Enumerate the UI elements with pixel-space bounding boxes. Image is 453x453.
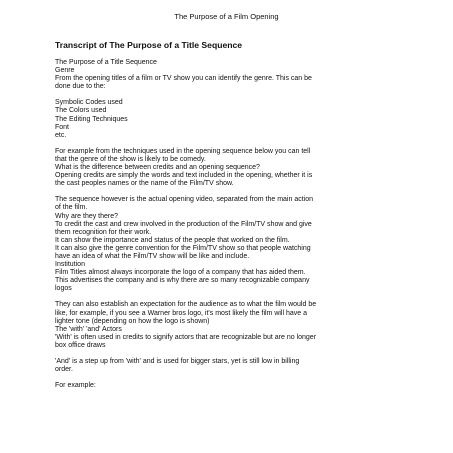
paragraph-example — [55, 382, 405, 390]
text-line: done due to the: — [55, 83, 106, 91]
text-line: the cast peoples names or the name of the Film/TV show. — [55, 180, 234, 188]
text-line: What is the difference between credits and an opening sequence? — [55, 164, 260, 172]
text-line: This advertises the company and is why there are so many recognizable company — [55, 277, 310, 285]
text-line: Institution — [55, 261, 85, 269]
text-line: The Purpose of a Title Sequence — [55, 59, 157, 66]
running-header: The Purpose of a Film Opening — [174, 12, 279, 21]
document-title: Transcript of The Purpose of a Title Sequence — [55, 40, 243, 50]
text-line: of the film. — [55, 204, 88, 212]
text-line: that the genre of the show is likely to be comedy. — [55, 155, 206, 163]
paragraph-and-billing — [55, 358, 405, 374]
text-line: Genre — [55, 67, 75, 75]
text-line: For example from the techniques used in the opening sequence below you can tell — [55, 147, 311, 155]
text-line: Film Titles almost always incorporate the logo of a company that has aided them. — [55, 269, 306, 277]
text-line: 'With' is often used in credits to signify actors that are recognizable but are no longer — [55, 333, 317, 341]
paragraph-expectation — [55, 301, 405, 350]
list-item: The Editing Techniques — [55, 115, 128, 123]
list-item: The Colors used — [55, 107, 107, 115]
list-item: etc. — [55, 131, 67, 139]
list-item: Font — [55, 123, 70, 131]
text-line: logos — [55, 285, 72, 293]
document-body — [55, 40, 405, 398]
text-line: box office draws — [55, 341, 106, 349]
text-line: order. — [55, 366, 73, 374]
text-line: It can also give the genre convention for the Film/TV show so that people watching — [55, 244, 311, 252]
text-line: To credit the cast and crew involved in the production of the Film/TV show and give — [55, 220, 312, 228]
paragraph-intro — [55, 59, 405, 91]
text-line: From the opening titles of a film or TV show you can identify the genre. This can be — [55, 75, 312, 83]
text-line: lighter tone (depending on how the logo is shown) — [55, 317, 210, 325]
paragraph-sequence — [55, 196, 405, 293]
text-line: The 'with' 'and' Actors — [55, 325, 122, 333]
text-line: It can show the importance and status of the people that worked on the film. — [55, 236, 290, 244]
paragraph-credits — [55, 148, 405, 188]
text-line: them recognition for their work. — [55, 228, 152, 236]
text-line: Why are they there? — [55, 212, 119, 220]
list-item: Symbolic Codes used — [55, 99, 123, 107]
text-line: like, for example, if you see a Warner bros logo, it's most likely the film will have a — [55, 309, 308, 317]
text-line: Opening credits are simply the words and text included in the opening, whether it is — [55, 172, 313, 180]
text-line: have an idea of what the Film/TV show will be like and include. — [55, 252, 250, 260]
paragraph-genre-list — [55, 99, 405, 139]
text-line: 'And' is a step up from 'with' and is used for bigger stars, yet is still low in billing — [55, 358, 300, 365]
text-line: For example: — [55, 382, 96, 390]
text-line: They can also establish an expectation for the audience as to what the film would be — [55, 301, 317, 309]
text-line: The sequence however is the actual opening video, separated from the main action — [55, 196, 313, 204]
